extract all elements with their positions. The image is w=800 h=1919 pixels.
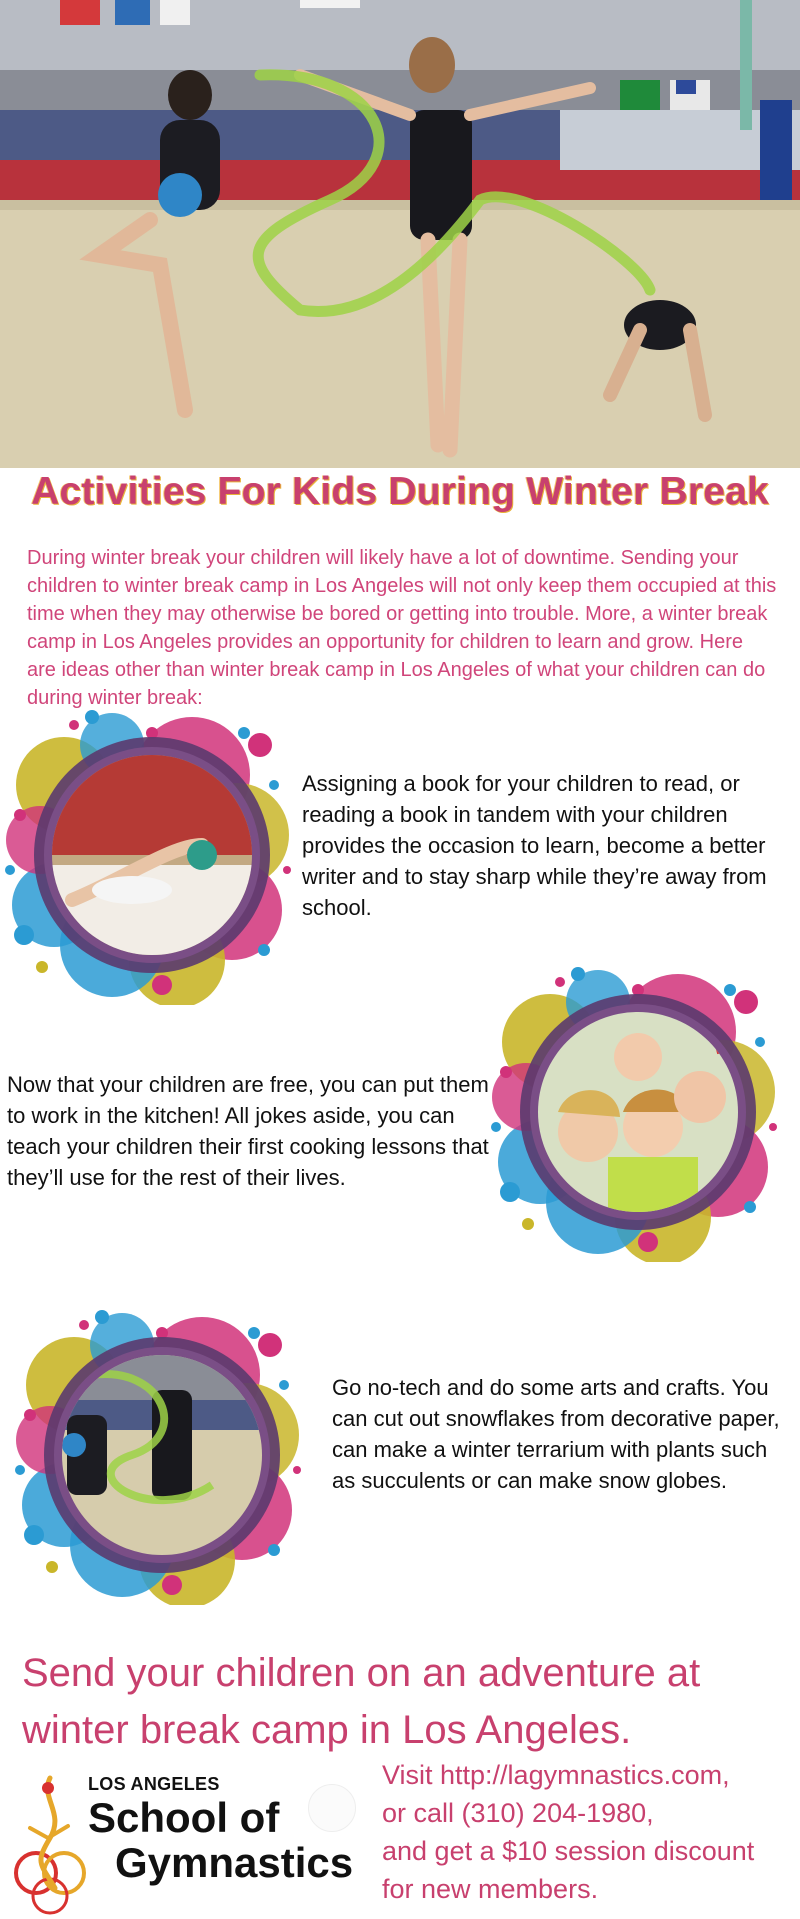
- hero-image: [0, 0, 800, 468]
- school-logo: [10, 1768, 380, 1916]
- logo-name-line-1: School of: [88, 1794, 280, 1841]
- intro-paragraph: During winter break your children will likely have a lot of downtime. Sending your children to winter break camp in Los Angeles will not only keep them occupied at this time when they may otherwise be bored or getting into trouble. More, a winter break camp in Los Angeles provides an opportunity for children to learn and grow. Here are ideas other than winter break camp in Los Angeles of what your children can do during winter break:: [27, 547, 777, 709]
- section-3-image: [12, 1305, 312, 1605]
- call-to-action: Send your children on an adventure at winter break camp in Los Angeles.: [22, 1651, 701, 1752]
- logo-name-line-2: Gymnastics: [115, 1839, 354, 1886]
- contact-info: [382, 1756, 800, 1908]
- section-1-text: Assigning a book for your children to read, or reading a book in tandem with your children provides the occasion to learn, become a better writer and to stay sharp while they’re away from school.: [302, 771, 767, 920]
- section-3-text: Go no-tech and do some arts and crafts. You can cut out snowflakes from decorative paper, can make a winter terrarium with plants such as succulents or can make snow globes.: [332, 1375, 780, 1493]
- section-2-image: [488, 962, 788, 1262]
- logo-bubble-decoration: [308, 1784, 356, 1832]
- contact-phone[interactable]: or call (310) 204-1980,: [382, 1798, 654, 1828]
- section-1-image: [2, 705, 302, 1005]
- gymnast-logo-icon: [10, 1768, 90, 1916]
- contact-discount: and get a $10 session discount: [382, 1836, 755, 1866]
- contact-visit-link[interactable]: Visit http://lagymnastics.com,: [382, 1760, 730, 1790]
- logo-city-label: LOS ANGELES: [88, 1774, 220, 1794]
- page-title: Activities For Kids During Winter Break: [31, 470, 769, 513]
- contact-members: for new members.: [382, 1874, 599, 1904]
- section-2-text: Now that your children are free, you can put them to work in the kitchen! All jokes aside, you can teach your children their first cooking lessons that they’ll use for the rest of their lives.: [7, 1072, 489, 1190]
